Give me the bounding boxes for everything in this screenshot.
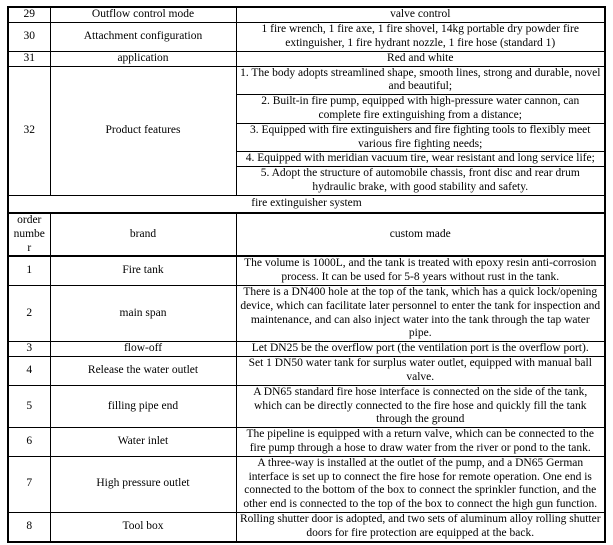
value-cell: 1 fire wrench, 1 fire axe, 1 fire shovel, 14kg portable dry powder fire extinguisher, 1 fire hydrant nozzle, 1 fire hose (standard 1) <box>236 23 605 52</box>
order-cell: 30 <box>8 23 50 52</box>
table-row <box>8 357 605 386</box>
table-row <box>8 428 605 457</box>
specification-table <box>7 6 606 543</box>
order-cell: 1 <box>8 256 50 285</box>
order-cell: 32 <box>8 66 50 195</box>
order-cell: 5 <box>8 385 50 427</box>
brand-cell: flow-off <box>50 342 236 357</box>
order-cell: 4 <box>8 357 50 386</box>
custom-cell: The volume is 1000L, and the tank is treated with epoxy resin anti-corrosion process. It can be used for 5-8 years without rust in the tank. <box>236 256 605 285</box>
brand-cell: High pressure outlet <box>50 456 236 512</box>
custom-cell: A three-way is installed at the outlet of the pump, and a DN65 German interface is set up to connect the fire hose for remote operation. One end is connected to the bottom of the box to connect the sprinkler function, and the other end is connected to the top of the box to connect the high gun function. <box>236 456 605 512</box>
order-cell: 7 <box>8 456 50 512</box>
feature-cell: 1. The body adopts streamlined shape, smooth lines, strong and durable, novel and beautiful; <box>236 66 605 95</box>
order-cell: 3 <box>8 342 50 357</box>
order-cell: 29 <box>8 7 50 23</box>
header-order-number: order number <box>8 213 50 256</box>
order-cell: 8 <box>8 512 50 541</box>
table-row <box>8 256 605 285</box>
header-row <box>8 213 605 256</box>
feature-cell: 4. Equipped with meridian vacuum tire, wear resistant and long service life; <box>236 152 605 167</box>
header-custom-made: custom made <box>236 213 605 256</box>
label-cell: Outflow control mode <box>50 7 236 23</box>
table-row <box>8 456 605 512</box>
order-cell: 2 <box>8 285 50 341</box>
table-row <box>8 285 605 341</box>
label-cell: Product features <box>50 66 236 195</box>
feature-cell: 5. Adopt the structure of automobile chassis, front disc and rear drum hydraulic brake, with good stability and safety. <box>236 167 605 196</box>
custom-cell: There is a DN400 hole at the top of the tank, which has a quick lock/opening device, which can facilitate later personnel to enter the tank for inspection and maintenance, and can also inject water into the tank through the tap water pipe. <box>236 285 605 341</box>
custom-cell: Rolling shutter door is adopted, and two sets of aluminum alloy rolling shutter doors for fire protection are equipped at the back. <box>236 512 605 541</box>
feature-cell: 2. Built-in fire pump, equipped with high-pressure water cannon, can complete fire extinguishing from a distance; <box>236 95 605 124</box>
value-cell: valve control <box>236 7 605 23</box>
label-cell: Attachment configuration <box>50 23 236 52</box>
table-row-product-features <box>8 66 605 95</box>
table-row <box>8 23 605 52</box>
brand-cell: Release the water outlet <box>50 357 236 386</box>
feature-cell: 3. Equipped with fire extinguishers and fire fighting tools to flexibly meet various fire fighting needs; <box>236 123 605 152</box>
value-cell: Red and white <box>236 51 605 66</box>
custom-cell: A DN65 standard fire hose interface is connected on the side of the tank, which can be directly connected to the fire hose and quickly fill the tank through the ground <box>236 385 605 427</box>
order-cell: 31 <box>8 51 50 66</box>
brand-cell: Tool box <box>50 512 236 541</box>
section-title-row <box>8 195 605 213</box>
table-row <box>8 342 605 357</box>
section-title: fire extinguisher system <box>8 195 605 213</box>
custom-cell: Let DN25 be the overflow port (the ventilation port is the overflow port). <box>236 342 605 357</box>
brand-cell: main span <box>50 285 236 341</box>
label-cell: application <box>50 51 236 66</box>
custom-cell: Set 1 DN50 water tank for surplus water outlet, equipped with manual ball valve. <box>236 357 605 386</box>
brand-cell: filling pipe end <box>50 385 236 427</box>
table-row <box>8 512 605 541</box>
order-cell: 6 <box>8 428 50 457</box>
table-row <box>8 7 605 23</box>
header-brand: brand <box>50 213 236 256</box>
brand-cell: Water inlet <box>50 428 236 457</box>
custom-cell: The pipeline is equipped with a return valve, which can be connected to the fire pump through a hose to draw water from the river or pond to the tank. <box>236 428 605 457</box>
table-row <box>8 51 605 66</box>
brand-cell: Fire tank <box>50 256 236 285</box>
table-row <box>8 385 605 427</box>
